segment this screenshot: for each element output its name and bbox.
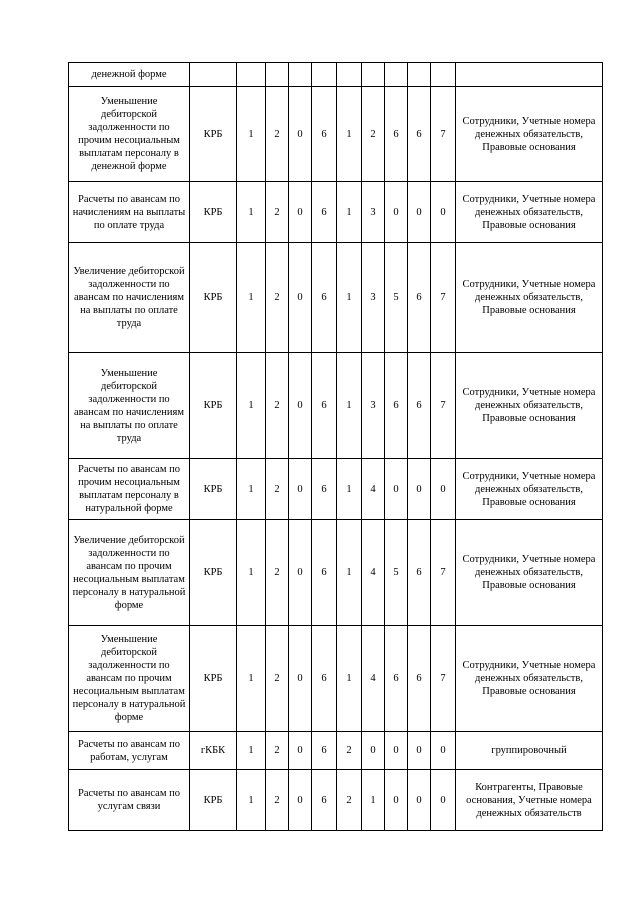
table-row xyxy=(69,732,603,770)
account-digit-cell: 1 xyxy=(337,353,362,459)
account-digit-cell: 0 xyxy=(431,459,456,520)
account-digit-cell xyxy=(337,63,362,87)
account-digit-cell: 1 xyxy=(337,520,362,626)
analytics-cell: Сотрудники, Учетные номера денежных обязательств, Правовые основания xyxy=(456,459,603,520)
account-digit-cell: 3 xyxy=(362,353,385,459)
account-digit-cell: 0 xyxy=(289,626,312,732)
account-digit-cell: 0 xyxy=(408,182,431,243)
account-digit-cell: 0 xyxy=(289,770,312,831)
account-digit-cell xyxy=(431,63,456,87)
account-digit-cell xyxy=(289,63,312,87)
account-name-cell: Расчеты по авансам по прочим несоциальным выплатам персоналу в натуральной форме xyxy=(69,459,190,520)
account-digit-cell: 0 xyxy=(408,770,431,831)
account-digit-cell: 2 xyxy=(337,770,362,831)
account-digit-cell: 1 xyxy=(237,243,266,353)
account-digit-cell: 2 xyxy=(266,353,289,459)
account-digit-cell: 1 xyxy=(237,520,266,626)
account-name-cell: Уменьшение дебиторской задолженности по прочим несоциальным выплатам персоналу в денежной форме xyxy=(69,87,190,182)
analytics-cell: Контрагенты, Правовые основания, Учетные номера денежных обязательств xyxy=(456,770,603,831)
table-row xyxy=(69,63,603,87)
code-type-cell: КРБ xyxy=(190,626,237,732)
account-digit-cell: 0 xyxy=(431,770,456,831)
account-digit-cell: 1 xyxy=(337,182,362,243)
account-digit-cell: 0 xyxy=(289,732,312,770)
analytics-cell xyxy=(456,63,603,87)
account-digit-cell xyxy=(237,63,266,87)
account-digit-cell: 4 xyxy=(362,626,385,732)
account-digit-cell: 0 xyxy=(431,732,456,770)
account-name-cell: денежной форме xyxy=(69,63,190,87)
account-digit-cell: 7 xyxy=(431,626,456,732)
account-digit-cell: 0 xyxy=(289,87,312,182)
account-name-cell: Расчеты по авансам по работам, услугам xyxy=(69,732,190,770)
table-row xyxy=(69,87,603,182)
account-digit-cell: 2 xyxy=(266,732,289,770)
table-row xyxy=(69,520,603,626)
account-digit-cell: 6 xyxy=(312,243,337,353)
code-type-cell: КРБ xyxy=(190,353,237,459)
table-row xyxy=(69,182,603,243)
account-digit-cell: 2 xyxy=(266,520,289,626)
account-digit-cell: 6 xyxy=(385,353,408,459)
analytics-cell: Сотрудники, Учетные номера денежных обязательств, Правовые основания xyxy=(456,87,603,182)
table-row xyxy=(69,626,603,732)
code-type-cell: КРБ xyxy=(190,182,237,243)
table-body xyxy=(69,63,603,831)
account-digit-cell: 2 xyxy=(362,87,385,182)
account-digit-cell: 7 xyxy=(431,87,456,182)
analytics-cell: группировочный xyxy=(456,732,603,770)
account-digit-cell: 0 xyxy=(289,353,312,459)
account-digit-cell: 0 xyxy=(362,732,385,770)
account-digit-cell: 6 xyxy=(312,732,337,770)
account-name-cell: Расчеты по авансам по услугам связи xyxy=(69,770,190,831)
account-digit-cell: 6 xyxy=(408,626,431,732)
account-digit-cell: 6 xyxy=(385,87,408,182)
account-digit-cell: 2 xyxy=(337,732,362,770)
account-digit-cell: 1 xyxy=(337,459,362,520)
account-digit-cell: 6 xyxy=(312,353,337,459)
account-digit-cell xyxy=(266,63,289,87)
account-name-cell: Расчеты по авансам по начислениям на выплаты по оплате труда xyxy=(69,182,190,243)
accounts-table xyxy=(68,62,603,831)
account-digit-cell: 3 xyxy=(362,243,385,353)
account-digit-cell: 1 xyxy=(237,353,266,459)
account-digit-cell: 2 xyxy=(266,626,289,732)
account-digit-cell: 1 xyxy=(237,87,266,182)
account-digit-cell xyxy=(385,63,408,87)
account-digit-cell: 6 xyxy=(312,520,337,626)
account-digit-cell: 1 xyxy=(337,243,362,353)
account-digit-cell: 6 xyxy=(408,353,431,459)
account-digit-cell: 2 xyxy=(266,243,289,353)
account-digit-cell: 6 xyxy=(312,770,337,831)
account-digit-cell: 0 xyxy=(385,459,408,520)
table-row xyxy=(69,770,603,831)
account-digit-cell: 0 xyxy=(431,182,456,243)
account-digit-cell: 0 xyxy=(408,459,431,520)
account-digit-cell: 3 xyxy=(362,182,385,243)
code-type-cell: КРБ xyxy=(190,459,237,520)
account-digit-cell: 6 xyxy=(408,520,431,626)
account-digit-cell: 1 xyxy=(237,732,266,770)
code-type-cell xyxy=(190,63,237,87)
account-digit-cell: 7 xyxy=(431,520,456,626)
account-digit-cell: 0 xyxy=(385,770,408,831)
analytics-cell: Сотрудники, Учетные номера денежных обязательств, Правовые основания xyxy=(456,243,603,353)
code-type-cell: КРБ xyxy=(190,243,237,353)
account-digit-cell: 0 xyxy=(289,243,312,353)
account-digit-cell: 0 xyxy=(289,459,312,520)
account-digit-cell: 0 xyxy=(289,182,312,243)
account-digit-cell: 2 xyxy=(266,459,289,520)
analytics-cell: Сотрудники, Учетные номера денежных обязательств, Правовые основания xyxy=(456,353,603,459)
account-digit-cell: 6 xyxy=(312,459,337,520)
account-digit-cell: 6 xyxy=(312,182,337,243)
code-type-cell: гКБК xyxy=(190,732,237,770)
account-digit-cell: 2 xyxy=(266,770,289,831)
account-digit-cell xyxy=(362,63,385,87)
table-row xyxy=(69,459,603,520)
account-digit-cell: 4 xyxy=(362,520,385,626)
account-digit-cell: 6 xyxy=(408,87,431,182)
account-digit-cell: 5 xyxy=(385,243,408,353)
account-digit-cell: 0 xyxy=(385,732,408,770)
account-digit-cell: 5 xyxy=(385,520,408,626)
analytics-cell: Сотрудники, Учетные номера денежных обязательств, Правовые основания xyxy=(456,626,603,732)
account-digit-cell: 6 xyxy=(408,243,431,353)
account-digit-cell: 2 xyxy=(266,87,289,182)
code-type-cell: КРБ xyxy=(190,770,237,831)
account-digit-cell: 1 xyxy=(237,182,266,243)
account-digit-cell: 1 xyxy=(237,459,266,520)
analytics-cell: Сотрудники, Учетные номера денежных обязательств, Правовые основания xyxy=(456,182,603,243)
account-digit-cell xyxy=(408,63,431,87)
table-row xyxy=(69,243,603,353)
account-digit-cell: 6 xyxy=(312,626,337,732)
account-digit-cell: 2 xyxy=(266,182,289,243)
table-row xyxy=(69,353,603,459)
account-name-cell: Увеличение дебиторской задолженности по авансам по прочим несоциальным выплатам персоналу в натуральной форме xyxy=(69,520,190,626)
analytics-cell: Сотрудники, Учетные номера денежных обязательств, Правовые основания xyxy=(456,520,603,626)
account-digit-cell: 1 xyxy=(237,770,266,831)
account-digit-cell: 6 xyxy=(312,87,337,182)
account-digit-cell: 6 xyxy=(385,626,408,732)
account-digit-cell: 1 xyxy=(337,87,362,182)
account-digit-cell: 0 xyxy=(289,520,312,626)
code-type-cell: КРБ xyxy=(190,520,237,626)
account-name-cell: Увеличение дебиторской задолженности по авансам по начислениям на выплаты по оплате труда xyxy=(69,243,190,353)
account-digit-cell: 4 xyxy=(362,459,385,520)
account-digit-cell: 1 xyxy=(362,770,385,831)
account-name-cell: Уменьшение дебиторской задолженности по авансам по прочим несоциальным выплатам персоналу в натуральной форме xyxy=(69,626,190,732)
account-digit-cell: 1 xyxy=(337,626,362,732)
account-digit-cell: 1 xyxy=(237,626,266,732)
account-digit-cell: 7 xyxy=(431,243,456,353)
account-digit-cell: 7 xyxy=(431,353,456,459)
account-name-cell: Уменьшение дебиторской задолженности по авансам по начислениям на выплаты по оплате труда xyxy=(69,353,190,459)
account-digit-cell: 0 xyxy=(408,732,431,770)
code-type-cell: КРБ xyxy=(190,87,237,182)
account-digit-cell xyxy=(312,63,337,87)
account-digit-cell: 0 xyxy=(385,182,408,243)
